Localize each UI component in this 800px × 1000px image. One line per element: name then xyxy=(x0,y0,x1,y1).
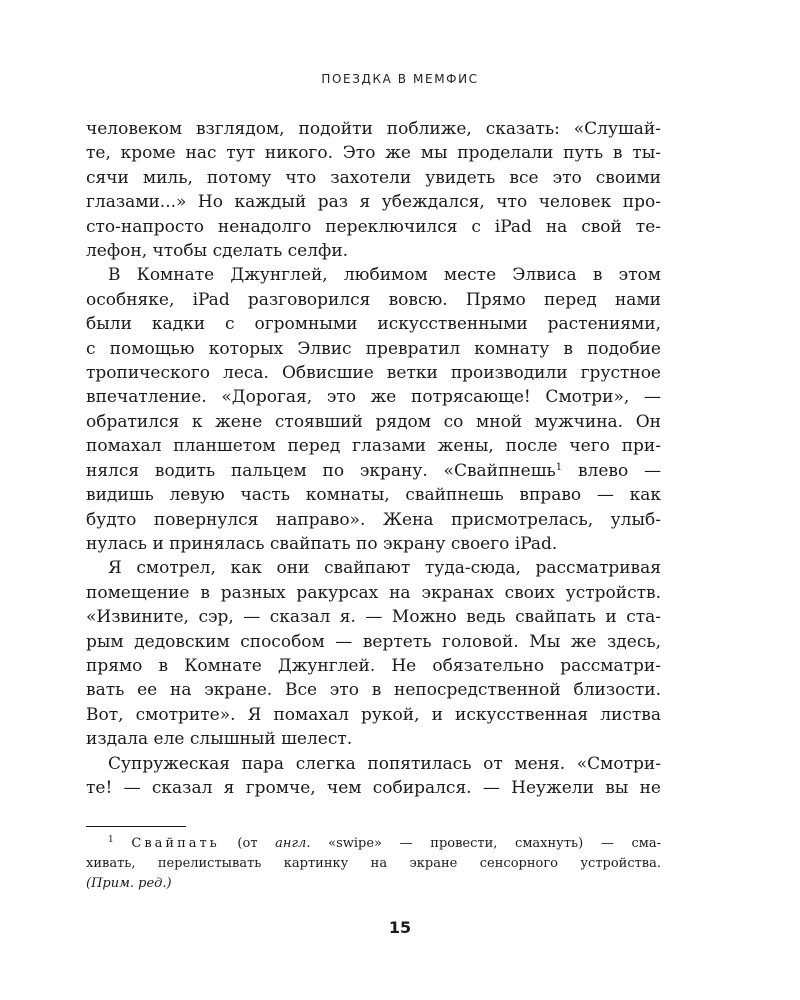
text-line: рым дедовским способом — вертеть головой. Мы же здесь, xyxy=(86,631,661,652)
footnote-line xyxy=(86,834,661,854)
text-line: особняке, iPad разговорился вовсю. Прямо перед нами xyxy=(86,289,661,310)
text-line: Вот, смотрите». Я помахал рукой, и искусственная листва xyxy=(86,704,661,725)
text-line: помахал планшетом перед глазами жены, после чего при- xyxy=(86,436,661,457)
text-segment: нялся водить пальцем по экрану. «Свайпнешь xyxy=(86,460,556,481)
page-number: 15 xyxy=(388,918,412,937)
text-line: были кадки с огромными искусственными растениями, xyxy=(86,314,661,335)
text-line: вать ее на экране. Все это в непосредственной близости. xyxy=(86,680,661,701)
text-segment: влево — xyxy=(562,460,662,481)
text-line: обратился к жене стоявший рядом со мной мужчина. Он xyxy=(86,411,661,432)
text-line xyxy=(86,459,661,483)
text-line: лефон, чтобы сделать селфи. xyxy=(86,241,349,262)
text-line: сячи миль, потому что захотели увидеть все это своими xyxy=(86,167,661,188)
footnote-text: «swipe» — провести, смахнуть) — сма- xyxy=(328,836,661,851)
footnote-reference[interactable]: 1 xyxy=(555,461,563,473)
footnote-term: Свайпать xyxy=(131,836,220,851)
text-line: Супружеская пара слегка попятилась от меня. «Смотри- xyxy=(108,753,661,774)
editor-note: (Прим. ред.) xyxy=(86,876,172,891)
text-line: тропического леса. Обвисшие ветки производили грустное xyxy=(86,363,661,384)
text-line: нулась и принялась свайпать по экрану своего iPad. xyxy=(86,533,558,554)
text-line: видишь левую часть комнаты, свайпнешь вправо — как xyxy=(86,485,661,506)
text-line: с помощью которых Элвис превратил комнату в подобие xyxy=(86,338,661,359)
text-line: сто-напросто ненадолго переключился с iPad на свой те- xyxy=(86,216,661,237)
body-text xyxy=(86,117,661,800)
text-line: будто повернулся направо». Жена присмотрелась, улыб- xyxy=(86,509,661,530)
text-line: человеком взглядом, подойти поближе, сказать: «Слушай- xyxy=(86,119,661,139)
footnote-marker: 1 xyxy=(108,835,114,845)
text-line: прямо в Комнате Джунглей. Не обязательно рассматри- xyxy=(86,655,661,676)
text-line: Я смотрел, как они свайпают туда-сюда, рассматривая xyxy=(108,558,661,579)
footnote xyxy=(86,834,661,894)
text-line: впечатление. «Дорогая, это же потрясающе! Смотри», — xyxy=(86,387,661,408)
text-line: те, кроме нас тут никого. Это же мы проделали путь в ты- xyxy=(86,143,661,164)
text-line: помещение в разных ракурсах на экранах своих устройств. xyxy=(86,582,661,603)
text-line: «Извините, сэр, — сказал я. — Можно ведь свайпать и ста- xyxy=(86,607,661,628)
footnote-divider xyxy=(86,826,186,827)
text-line: те! — сказал я громче, чем собирался. — Неужели вы не xyxy=(86,777,661,798)
text-line: издала еле слышный шелест. xyxy=(86,729,353,750)
text-line: В Комнате Джунглей, любимом месте Элвиса в этом xyxy=(108,265,661,286)
footnote-line: хивать, перелистывать картинку на экране сенсорного устройства. xyxy=(86,856,661,871)
footnote-text: (от xyxy=(237,836,258,851)
footnote-line xyxy=(86,874,661,894)
footnote-lang-abbr: англ. xyxy=(275,836,311,851)
text-line: глазами...» Но каждый раз я убеждался, что человек про- xyxy=(86,192,661,213)
running-header: ПОЕЗДКА В МЕМФИС xyxy=(321,72,479,86)
